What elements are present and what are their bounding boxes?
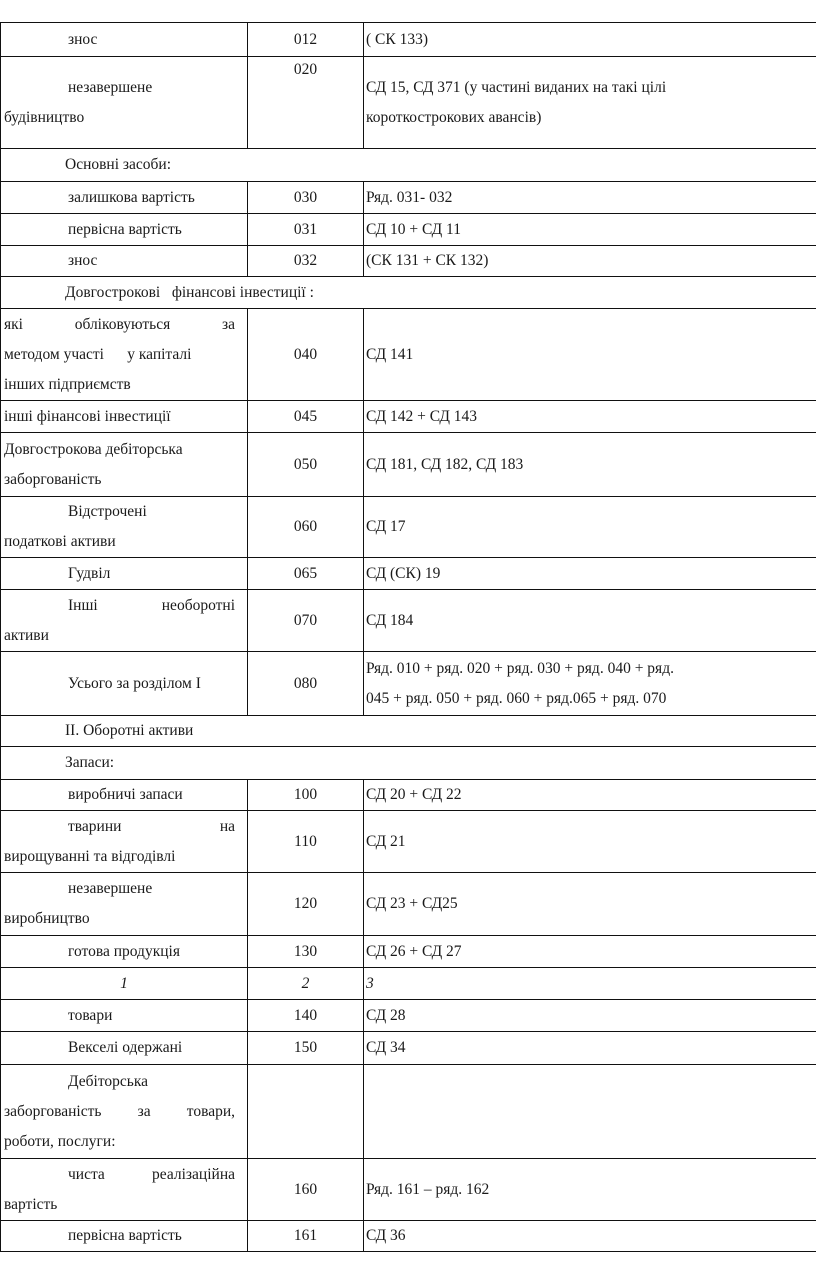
row-accounts: СД 10 + СД 11 — [364, 214, 816, 246]
row-name: виробничі запаси — [1, 780, 248, 811]
table-row — [1, 1159, 816, 1221]
row-code: 065 — [248, 558, 364, 590]
row-accounts: СД (СК) 19 — [364, 558, 816, 590]
row-accounts: СД 141 — [364, 309, 816, 401]
table-row — [1, 246, 816, 277]
row-code: 040 — [248, 309, 364, 401]
section-row — [1, 277, 816, 309]
row-name-word: заборгованість — [4, 1102, 102, 1120]
row-accounts: СД 28 — [364, 1000, 816, 1032]
row-code: 120 — [248, 873, 364, 936]
section-title: Довгострокові фінансові інвестиції : — [1, 277, 816, 309]
row-name-word: на — [219, 817, 235, 835]
row-accounts: СД 26 + СД 27 — [364, 936, 816, 968]
row-name-line — [4, 1160, 241, 1190]
row-accounts: СД 36 — [364, 1221, 816, 1252]
row-name: Усього за розділом І — [1, 652, 248, 716]
row-code: 020 — [248, 57, 364, 149]
row-name-line: методом участі у капіталі — [4, 345, 192, 363]
row-code: 045 — [248, 401, 364, 433]
table-row — [1, 182, 816, 214]
table-row — [1, 433, 816, 497]
table-row — [1, 811, 816, 873]
table-row — [1, 590, 816, 652]
row-name-word: Інші — [68, 596, 98, 614]
row-accounts — [364, 652, 816, 716]
row-name-line: будівництво — [4, 108, 85, 126]
row-name-word: товари, — [186, 1102, 235, 1120]
row-code: 140 — [248, 1000, 364, 1032]
row-accounts: СД 17 — [364, 497, 816, 558]
row-name-word: за — [137, 1102, 151, 1120]
column-number-row — [1, 968, 816, 1000]
row-accounts: СД 181, СД 182, СД 183 — [364, 433, 816, 497]
row-name: готова продукція — [1, 936, 248, 968]
row-name: Векселі одержані — [1, 1032, 248, 1065]
row-code: 032 — [248, 246, 364, 277]
row-accounts-line: Ряд. 010 + ряд. 020 + ряд. 030 + ряд. 040 + ряд. — [366, 659, 674, 677]
row-name-line: роботи, послуги: — [4, 1132, 116, 1150]
row-code: 070 — [248, 590, 364, 652]
column-number: 1 — [1, 968, 248, 1000]
row-name — [1, 1065, 248, 1159]
row-name-line: Дебіторська — [68, 1072, 149, 1090]
row-code: 031 — [248, 214, 364, 246]
table-row — [1, 309, 816, 401]
row-name — [1, 309, 248, 401]
row-name: знос — [1, 23, 248, 57]
section-title: Основні засоби: — [1, 149, 816, 182]
row-name: товари — [1, 1000, 248, 1032]
row-name-word: необоротні — [161, 596, 235, 614]
row-name-line — [4, 812, 241, 842]
table-row — [1, 214, 816, 246]
table-row — [1, 1065, 816, 1159]
row-accounts-line: 045 + ряд. 050 + ряд. 060 + ряд.065 + ряд. 070 — [366, 689, 667, 707]
row-name-line — [4, 591, 241, 621]
row-name-word: за — [221, 315, 235, 333]
row-accounts: Ряд. 161 – ряд. 162 — [364, 1159, 816, 1221]
row-name: первісна вартість — [1, 214, 248, 246]
row-accounts — [364, 57, 816, 149]
table-row — [1, 936, 816, 968]
row-name — [1, 811, 248, 873]
section-title: Запаси: — [1, 747, 816, 780]
table-row — [1, 1032, 816, 1065]
row-accounts — [364, 1065, 816, 1159]
row-code: 060 — [248, 497, 364, 558]
row-name-word: реалізаційна — [152, 1165, 235, 1183]
table-row — [1, 558, 816, 590]
row-code: 161 — [248, 1221, 364, 1252]
row-accounts: СД 21 — [364, 811, 816, 873]
row-accounts: СД 184 — [364, 590, 816, 652]
row-accounts: СД 23 + СД25 — [364, 873, 816, 936]
row-name — [1, 433, 248, 497]
row-accounts: (СК 131 + СК 132) — [364, 246, 816, 277]
row-name-line: Довгострокова дебіторська — [4, 440, 183, 458]
row-name-line: заборгованість — [4, 470, 102, 488]
balance-sheet-table — [0, 22, 816, 1252]
table-row — [1, 652, 816, 716]
row-name-line — [4, 1097, 241, 1127]
row-name-word: обліковуються — [74, 315, 171, 333]
row-accounts: СД 142 + СД 143 — [364, 401, 816, 433]
row-accounts: ( СК 133) — [364, 23, 816, 57]
column-number: 2 — [248, 968, 364, 1000]
row-name-word: тварини — [68, 817, 122, 835]
row-name-line: вирощуванні та відгодівлі — [4, 847, 176, 865]
row-name: первісна вартість — [1, 1221, 248, 1252]
row-name-line: інших підприємств — [4, 375, 131, 393]
row-name-line: податкові активи — [4, 533, 116, 550]
row-name-word: які — [4, 315, 23, 333]
table-row — [1, 873, 816, 936]
row-name-word: чиста — [68, 1165, 105, 1183]
row-accounts: Ряд. 031- 032 — [364, 182, 816, 214]
row-name: інші фінансові інвестиції — [1, 401, 248, 433]
row-name-line: виробництво — [4, 910, 90, 927]
table-row — [1, 23, 816, 57]
row-name: Гудвіл — [1, 558, 248, 590]
row-code: 130 — [248, 936, 364, 968]
row-name: залишкова вартість — [1, 182, 248, 214]
row-code: 030 — [248, 182, 364, 214]
row-code: 100 — [248, 780, 364, 811]
column-number: 3 — [364, 968, 816, 1000]
table-row — [1, 57, 816, 149]
table-row — [1, 401, 816, 433]
section-row — [1, 747, 816, 780]
row-code — [248, 1065, 364, 1159]
section-row — [1, 716, 816, 747]
row-code: 050 — [248, 433, 364, 497]
row-code: 160 — [248, 1159, 364, 1221]
table-row — [1, 780, 816, 811]
row-name: знос — [1, 246, 248, 277]
row-accounts: СД 20 + СД 22 — [364, 780, 816, 811]
row-name-line: вартість — [4, 1195, 58, 1213]
table-row — [1, 1221, 816, 1252]
table-row — [1, 1000, 816, 1032]
row-code: 150 — [248, 1032, 364, 1065]
row-name-line: незавершене — [68, 78, 153, 96]
row-name-line: Відстрочені — [68, 503, 147, 520]
row-code: 080 — [248, 652, 364, 716]
table-row — [1, 497, 816, 558]
section-row — [1, 149, 816, 182]
row-accounts: СД 34 — [364, 1032, 816, 1065]
row-name-line: активи — [4, 626, 49, 644]
row-code: 110 — [248, 811, 364, 873]
row-name — [1, 497, 248, 558]
row-accounts-line: короткострокових авансів) — [366, 108, 542, 126]
section-title: ІІ. Оборотні активи — [1, 716, 816, 747]
row-name — [1, 873, 248, 936]
row-name-line — [4, 310, 241, 340]
row-name-line: незавершене — [68, 880, 153, 897]
row-name — [1, 57, 248, 149]
row-code: 012 — [248, 23, 364, 57]
row-name — [1, 590, 248, 652]
row-accounts-line: СД 15, СД 371 (у частині виданих на такі цілі — [366, 78, 667, 96]
row-name — [1, 1159, 248, 1221]
